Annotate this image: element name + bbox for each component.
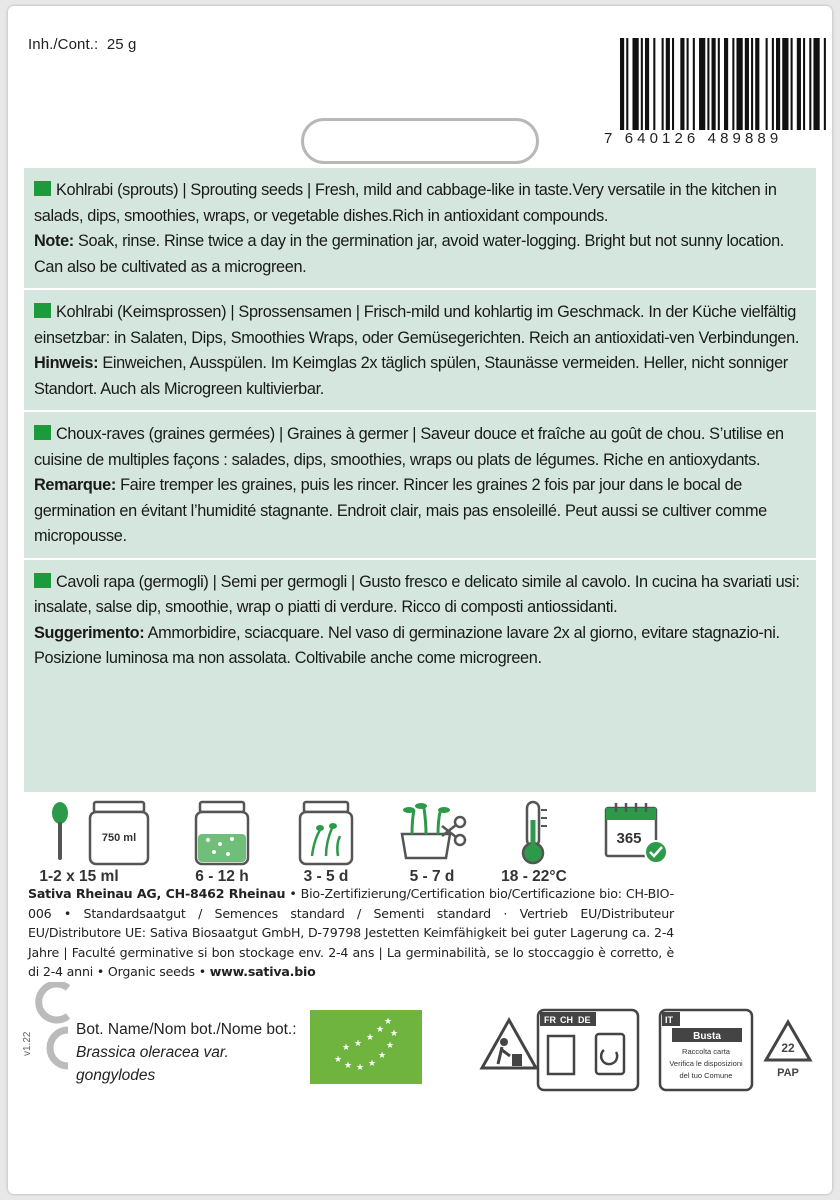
dosage-label: 1-2 x 15 ml xyxy=(39,868,119,885)
hang-hole xyxy=(301,118,539,164)
barcode-digits: 7 640126 489889 xyxy=(604,130,783,147)
eu-star: ★ xyxy=(385,1041,395,1051)
temperature-label: 18 - 22°C xyxy=(501,868,567,885)
sprouting-jar-icon xyxy=(296,800,356,866)
microgreen-time-label: 5 - 7 d xyxy=(409,868,455,885)
thermometer-icon xyxy=(514,800,554,866)
certification-text: • Bio-Zertifizierung/Certification bio/Certificazione bio: CH-BIO-006 • Standardsaatgut / Semences standard / Sementi standard · Vertrieb EU/Distributeur EU/Distributore UE: Sativa Biosaatgut GmbH, D-79798 Jestetten Keimfähigkeit bei guter Lagerung ca. 2-4 Jahre | Faculté germinative si bon stockage env. 2-4 ans | La germinabilità, se lo stoccaggio è corretto, è di 2-4 anni • Organic seeds • xyxy=(28,886,674,979)
section-english xyxy=(24,168,816,290)
eu-star: ★ xyxy=(341,1043,351,1053)
note-label: Remarque: xyxy=(34,476,116,494)
c-e-marks-icon xyxy=(28,982,72,1072)
note-label: Note: xyxy=(34,232,74,250)
note-label: Suggerimento: xyxy=(34,623,145,642)
note-text: Ammorbidire, sciacquare. Nel vaso di germinazione lavare 2x al giorno, evitare stagnazio-ni. Posizione luminosa ma non assolata. Coltivabile anche come microgreen. xyxy=(34,623,780,667)
instruction-icons xyxy=(24,792,816,892)
soaking-time-label: 6 - 12 h xyxy=(195,868,249,885)
eu-star: ★ xyxy=(367,1059,377,1069)
company-name: Sativa Rheinau AG, CH-8462 Rheinau xyxy=(28,886,286,901)
svg-text:Verifica le disposizioni: Verifica le disposizioni xyxy=(669,1059,743,1068)
svg-text:del tuo Comune: del tuo Comune xyxy=(679,1071,733,1080)
description-panel xyxy=(24,168,816,792)
busta-title: Busta xyxy=(693,1031,721,1042)
note-label: Hinweis: xyxy=(34,354,99,372)
section-french xyxy=(24,412,816,560)
section-intro: Cavoli rapa (germogli) | Semi per germogli | Gusto fresco e delicato simile al cavolo. In cucina ha svariati usi: insalate, salse dip, smoothie, wrap o piatti di verdure. Ricco di composti antiossidanti. xyxy=(34,572,800,616)
section-german xyxy=(24,290,816,412)
country-code-de: DE xyxy=(578,1015,591,1025)
eu-star: ★ xyxy=(377,1051,387,1061)
contents-weight: Inh./Cont.: 25 g xyxy=(28,36,137,53)
svg-text:Raccolta carta: Raccolta carta xyxy=(682,1047,730,1056)
botanical-label: Bot. Name/Nom bot./Nome bot.: xyxy=(76,1021,297,1038)
sorting-info-box xyxy=(536,1008,640,1092)
eu-organic-logo xyxy=(310,1010,422,1084)
green-square-bullet xyxy=(34,425,51,440)
company-info xyxy=(28,884,674,982)
version-number: v1.22 xyxy=(22,1031,33,1056)
botanical-name-line1: Brassica oleracea var. xyxy=(76,1044,229,1061)
eu-star: ★ xyxy=(375,1025,385,1035)
eu-star: ★ xyxy=(389,1029,399,1039)
eu-star: ★ xyxy=(355,1063,365,1073)
website-link: www.sativa.bio xyxy=(209,964,316,979)
italy-code: IT xyxy=(665,1015,673,1025)
section-intro: Choux-raves (graines germées) | Graines à germer | Saveur douce et fraîche au goût de chou. S’utilise en cuisine de multiples façons : salades, dips, smoothies, wraps ou plats de légumes. Riche en antioxydants. xyxy=(34,425,784,469)
botanical-name xyxy=(76,1018,297,1087)
seed-packet-back xyxy=(8,6,832,1194)
barcode xyxy=(620,38,828,130)
pap-number: 22 xyxy=(781,1041,795,1055)
eu-star: ★ xyxy=(333,1055,343,1065)
note-text: Einweichen, Ausspülen. Im Keimglas 2x täglich spülen, Staunässe vermeiden. Heller, nicht sonniger Standort. Auch als Microgreen kultivierbar. xyxy=(34,354,788,398)
country-code-ch: CH xyxy=(560,1015,573,1025)
section-italian xyxy=(24,560,816,680)
green-square-bullet xyxy=(34,181,51,196)
spoon-icon xyxy=(48,800,72,864)
section-intro: Kohlrabi (Keimsprossen) | Sprossensamen | Frisch-mild und kohlartig im Geschmack. In der Küche vielfältig einsetzbar: in Salaten, Dips, Smoothies Wraps, oder Gemüsegerichten. Reich an antioxidati-ven Verbindungen. xyxy=(34,303,800,347)
calendar-check-icon xyxy=(602,800,674,866)
eu-star: ★ xyxy=(365,1033,375,1043)
botanical-name-line2: gongylodes xyxy=(76,1067,156,1084)
measuring-jar-icon xyxy=(84,800,154,866)
green-square-bullet xyxy=(34,303,51,318)
pap-recycling-icon xyxy=(760,1018,816,1082)
microgreens-scissors-icon xyxy=(394,800,474,866)
eu-star: ★ xyxy=(383,1017,393,1027)
section-intro: Kohlrabi (sprouts) | Sprouting seeds | Fresh, mild and cabbage-like in taste.Very versatile in the kitchen in salads, dips, smoothies, wraps, or vegetable dishes.Rich in antioxidant compounds. xyxy=(34,181,777,225)
soaking-jar-icon xyxy=(192,800,252,866)
pap-label: PAP xyxy=(777,1067,799,1079)
eu-star: ★ xyxy=(343,1061,353,1071)
note-text: Soak, rinse. Rinse twice a day in the germination jar, avoid water-logging. Bright but not sunny location. Can also be cultivated as a microgreen. xyxy=(34,232,784,276)
country-code-fr: FR xyxy=(544,1015,556,1025)
note-text: Faire tremper les graines, puis les rincer. Rincer les graines 2 fois par jour dans le bocal de germination en évitant l’humidité stagnante. Endroit clair, mais pas ensoleillé. Peut aussi se cultiver comme micropousse. xyxy=(34,476,767,545)
sprouting-time-label: 3 - 5 d xyxy=(303,868,349,885)
calendar-number: 365 xyxy=(616,830,642,847)
eu-star: ★ xyxy=(353,1039,363,1049)
busta-recycling-box xyxy=(658,1008,754,1092)
jar-volume-label: 750 ml xyxy=(101,832,137,844)
green-square-bullet xyxy=(34,573,51,588)
recycle-person-icon xyxy=(474,1016,544,1082)
